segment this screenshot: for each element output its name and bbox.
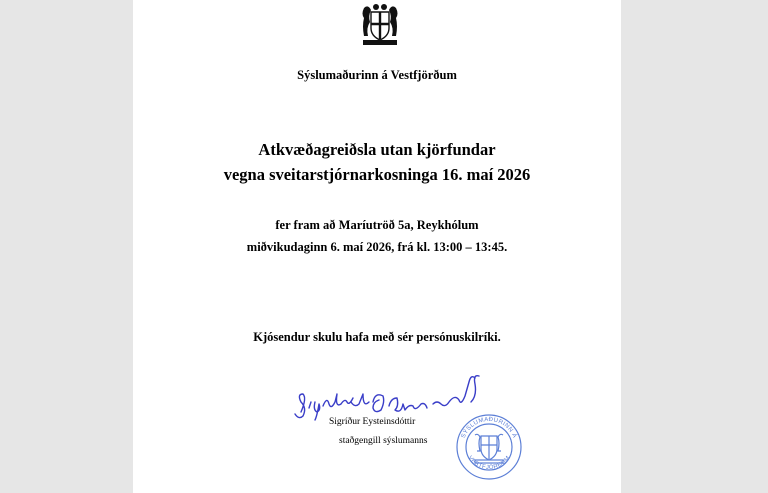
signer-name: Sigríður Eysteinsdóttir: [329, 417, 416, 427]
official-seal-stamp: [453, 411, 525, 483]
signer-role: staðgengill sýslumanns: [339, 436, 428, 446]
issuer-heading: Sýslumaðurinn á Vestfjörðum: [297, 68, 457, 82]
document-page: [133, 0, 621, 493]
seal-text-bottom: VESTFJÖRÐUM: [466, 455, 512, 472]
title-line-1: Atkvæðagreiðsla utan kjörfundar: [258, 140, 496, 159]
datetime-line: miðvikudaginn 6. maí 2026, frá kl. 13:00 – 13:45.: [246, 240, 508, 254]
location-line: fer fram að Maríutröð 5a, Reykhólum: [275, 218, 479, 232]
seal-text-top: SÝSLUMAÐURINN Á: [460, 416, 518, 440]
coat-of-arms-icon: [359, 2, 401, 46]
title-line-2: vegna sveitarstjórnarkosninga 16. maí 2026: [223, 165, 531, 184]
voters-notice: Kjósendur skulu hafa með sér persónuskilríki.: [253, 330, 501, 344]
